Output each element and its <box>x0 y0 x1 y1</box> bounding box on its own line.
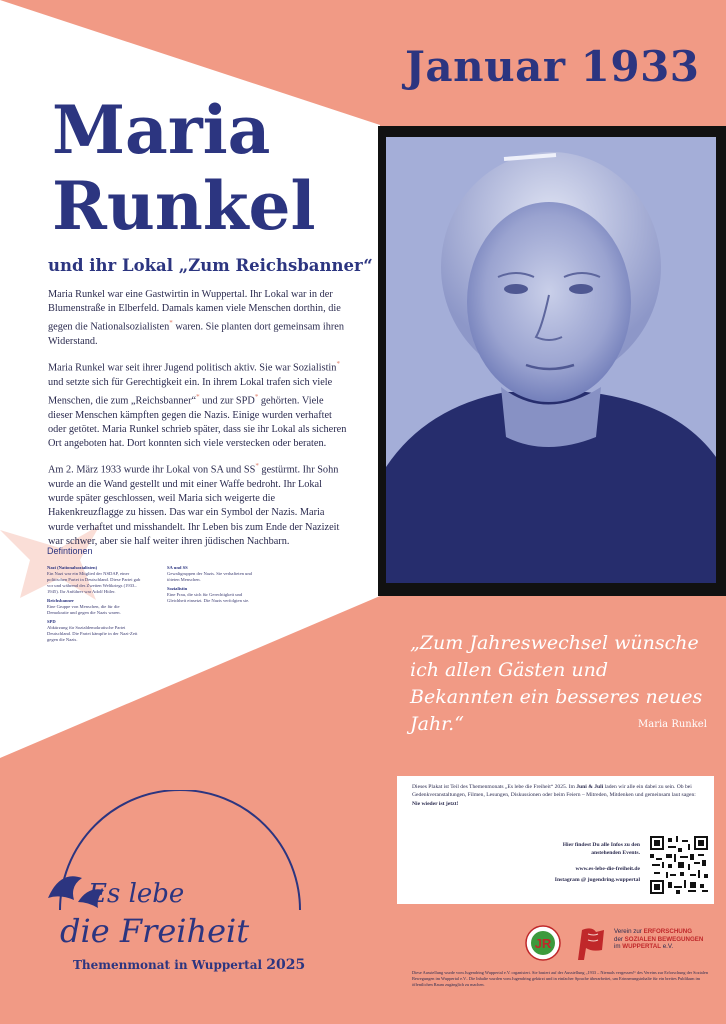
logo-line2: die Freiheit <box>60 912 250 950</box>
logo-tagline-text: Themenmonat in Wuppertal <box>73 958 267 972</box>
quote-author: Maria Runkel <box>638 719 707 730</box>
portrait-illustration <box>386 137 716 583</box>
footnote-mark: * <box>255 462 259 471</box>
definition-desc: Gewaltgruppen der Nazis. Sie verhafteten und töteten Menschen. <box>167 571 252 582</box>
verein-text-bold: SOZIALEN BEWEGUNGEN <box>624 935 704 943</box>
text-run: Maria Runkel war seit ihrer Jugend politisch aktiv. Sie war Sozialistin <box>48 362 337 374</box>
verein-text: im <box>614 943 623 951</box>
paragraph <box>48 288 348 349</box>
logo-tagline <box>73 957 305 973</box>
definitions-column-1 <box>47 562 142 645</box>
person-last-name: Runkel <box>52 167 316 245</box>
text-run: Am 2. März 1933 wurde ihr Lokal von SA und SS <box>48 464 256 476</box>
info-text-run: Dieses Plakat ist Teil des Themenmonats „Es lebe die Freiheit“ 2025. Im <box>412 784 577 790</box>
definition-desc: Abkürzung für Sozialdemokratische Partei Deutschland. Die Partei kämpfte in der Nazi-Zeit gegen die Nazis. <box>47 625 138 642</box>
text-run: gestürmt. Ihr Sohn wurde an die Wand gestellt und mit einer Waffe bedroht. Ihr Lokal wurde später geschlossen, weil Maria sich weigerte die Hakenkreuzflagge zu hissen. Das war ein Symbol der Nazis. Maria wurde verhaftet und misshandelt. Ihr Leben bis zum Ende der Nazizeit war schwer, aber sie half weiter ihren jüdischen Nachbarn. <box>48 464 340 547</box>
footer-credits: Diese Ausstellung wurde vom Jugendring Wuppertal e.V. organisiert. Sie basiert auf der Ausstellung „1933 – Niemals vergessen!“ des Vereins zur Erforschung der Sozialen Bewegungen im Wuppertal e.V.. Die Inhalte wurden vom Jugendring gekürzt und in einfacher Sprache überarbeitet, um Erinnerungsinhalte für ein breites Publikum im öffentlichen Raum zugänglich zu machen. <box>412 970 708 988</box>
info-text <box>412 783 702 808</box>
text-run: und setzte sich für Gerechtigkeit ein. In ihrem Lokal trafen sich viele Menschen, die zum „Reichsbanner“ <box>48 376 333 407</box>
body-text <box>48 288 348 557</box>
verein-text: der <box>614 935 625 943</box>
definition-term: Nazi (Nationalsozialisten) <box>47 565 98 570</box>
person-name <box>52 92 316 244</box>
definition-term: SA und SS <box>167 565 188 570</box>
footnote-mark: * <box>336 360 340 369</box>
month-heading: Januar 1933 <box>405 42 700 91</box>
verein-text-bold: WUPPERTAL <box>622 943 661 951</box>
info-hint: Hier findest Du alle Infos zu den <box>562 842 640 848</box>
definition-desc: Eine Frau, die sich für Gerechtigkeit und Gleichheit einsetzt. Die Nazis verfolgten sie. <box>167 592 250 603</box>
footnote-mark: * <box>169 319 173 328</box>
info-hint: anstehenden Events. <box>591 849 640 856</box>
paragraph <box>48 459 348 549</box>
verein-text: Verein zur <box>614 928 644 935</box>
qr-code[interactable] <box>650 836 708 894</box>
text-run: gehörten. Viele dieser Menschen kämpften gegen die Nazis. Einige wurden verhaftet oder getötet. Maria Runkel schrieb später, dass sie ihr Lokal als sicheren Ort angeboten hat. Dort konnten sich viele verstecken oder beraten. <box>48 395 347 450</box>
info-text-run: laden wir alle ein dabei zu sein. Ob bei Gedenkveranstaltungen, Filmen, Lesungen, Diskussionen oder beim Feiern – Mitreden, Mitdenken und gemeinsam laut sagen: <box>412 784 696 799</box>
info-dates: Juni & Juli <box>576 784 604 790</box>
verein-name <box>614 928 703 951</box>
footnote-mark: * <box>254 393 259 402</box>
info-links <box>520 842 640 885</box>
text-run: und zur SPD <box>199 395 255 407</box>
verein-flag-icon <box>574 926 610 962</box>
info-slogan: Nie wieder ist jetzt! <box>412 800 459 807</box>
quote-text: „Zum Jahreswechsel wünsche ich allen Gästen und Bekannten ein besseres neues Jahr.“ <box>410 632 703 735</box>
footnote-mark: * <box>196 393 200 402</box>
verein-text: e.V. <box>660 943 674 951</box>
paragraph <box>48 357 348 451</box>
jugendring-logo-text: JR <box>534 936 552 951</box>
portrait-photo <box>386 137 716 583</box>
logo-line1: Es lebe <box>88 879 185 909</box>
definition-desc: Ein Nazi war ein Mitglied der NSDAP, einer politischen Partei in Deutschland. Diese Partei gab vor und während des Zweiten Weltkriegs (1933–1945). Ihr Anführer war Adolf Hitler. <box>47 571 141 594</box>
subtitle: und ihr Lokal „Zum Reichsbanner“ <box>48 256 373 275</box>
definition-term: SPD <box>47 619 56 624</box>
jugendring-logo <box>524 924 562 962</box>
logo-leaf-icon <box>48 876 82 900</box>
definition-term: Sozialistin <box>167 586 188 591</box>
person-first-name: Maria <box>52 91 271 169</box>
text-run: Maria Runkel war eine Gastwirtin in Wuppertal. Ihr Lokal war in der Blumenstraße in Elberfeld. Damals kamen viele Menschen dorthin, die gegen die Nationalsozialisten <box>48 289 341 333</box>
logo-year: 2025 <box>266 957 306 973</box>
definitions-column-2 <box>167 562 262 606</box>
instagram-link[interactable]: Instagram @ jugendring.wuppertal <box>554 877 640 884</box>
website-link[interactable]: www.es-lebe-die-freiheit.de <box>575 865 640 872</box>
definition-term: Reichsbanner <box>47 598 75 603</box>
definition-desc: Eine Gruppe von Menschen, die für die Demokratie und gegen die Nazis waren. <box>47 604 121 615</box>
verein-text-bold: ERFORSCHUNG <box>643 928 693 935</box>
definitions-title: Defintionen <box>47 546 93 556</box>
text-run: waren. Sie planten dort gemeinsam ihren Widerstand. <box>48 321 345 348</box>
